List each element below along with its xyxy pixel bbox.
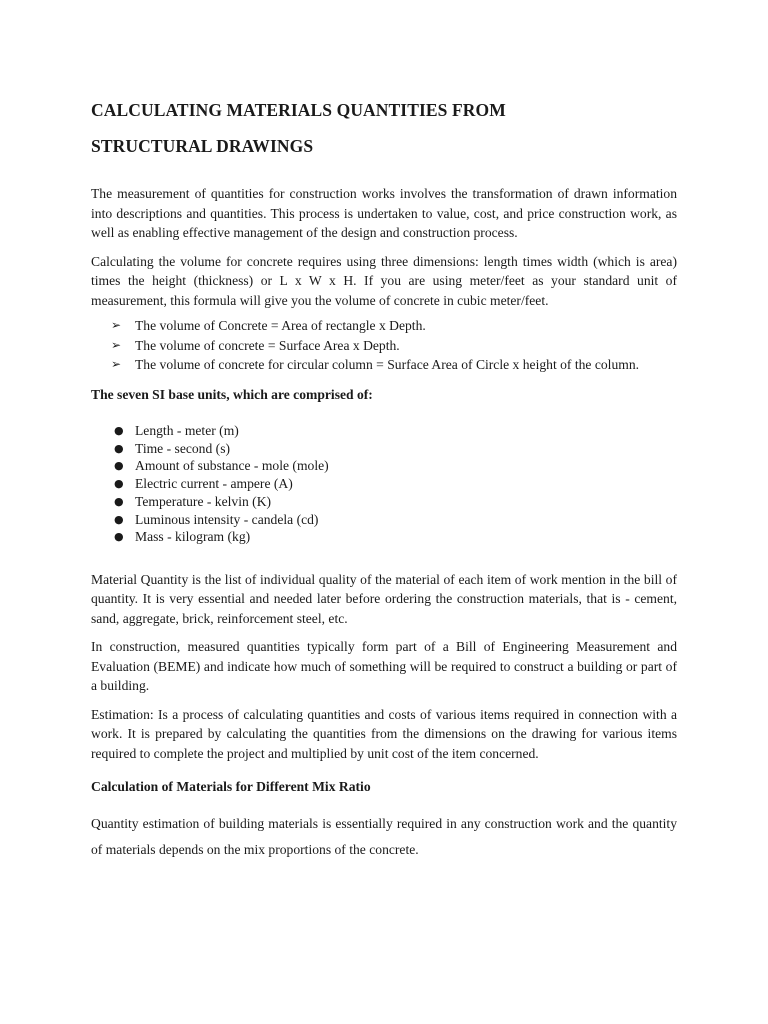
mix-ratio-heading: Calculation of Materials for Different Mix Ratio [91, 779, 371, 795]
arrow-bullet-icon: ➢ [111, 337, 122, 352]
arrow-bullet-icon: ➢ [111, 357, 122, 371]
list-item: ➢ The volume of concrete for circular column = Surface Area of Circle x height of the column. [91, 355, 677, 375]
list-item: ● Temperature - kelvin (K) [114, 493, 272, 509]
si-units-list [91, 422, 677, 546]
list-item: ● Amount of substance - mole (mole) [114, 458, 329, 474]
bullet-icon: ● [114, 512, 124, 526]
arrow-bullet-icon: ➢ [111, 318, 122, 332]
bullet-icon: ● [114, 459, 124, 473]
formula-list [91, 316, 677, 375]
title-line-2: STRUCTURAL DRAWINGS [91, 136, 314, 156]
estimation-paragraph: Estimation: Is a process of calculating quantities and costs of various items required in connection with a work. It is prepared by calculating the quantities from the dimensions on the drawing for various items required to complete the project and multiplied by unit cost of the item concerned. [91, 706, 677, 761]
list-item: ➢ The volume of concrete = Surface Area x Depth. [91, 336, 677, 356]
list-item: ● Mass - kilogram (kg) [114, 529, 251, 545]
bullet-icon: ● [114, 441, 124, 455]
bullet-icon: ● [114, 477, 124, 491]
bullet-icon: ● [114, 530, 124, 544]
document-title [91, 92, 677, 164]
list-item: ● Length - meter (m) [114, 423, 239, 438]
bullet-icon: ● [114, 494, 124, 508]
list-item: ● Luminous intensity - candela (cd) [114, 511, 319, 527]
intro-paragraph: The measurement of quantities for construction works involves the transformation of drawn information into descriptions and quantities. This process is undertaken to value, cost, and price construction work, as well as enabling effective management of the design and construction process. [91, 186, 677, 240]
list-item: ➢ The volume of Concrete = Area of rectangle x Depth. [91, 316, 677, 336]
si-units-heading: The seven SI base units, which are comprised of: [91, 386, 373, 402]
document-body [91, 92, 677, 863]
title-line-1: CALCULATING MATERIALS QUANTITIES FROM [91, 100, 506, 120]
quantity-estimation-paragraph: Quantity estimation of building materials is essentially required in any construction work and the quantity of materials depends on the mix proportions of the concrete. [91, 815, 677, 857]
bullet-icon: ● [114, 424, 124, 437]
beme-paragraph: In construction, measured quantities typically form part of a Bill of Engineering Measurement and Evaluation (BEME) and indicate how much of something will be required to construct a building or part of a building. [91, 639, 677, 694]
volume-paragraph: Calculating the volume for concrete requires using three dimensions: length times width (which is area) times the height (thickness) or L x W x H. If you are using meter/feet as your standard unit of measurement, this formula will give you the volume of concrete in cubic meter/feet. [91, 253, 677, 308]
material-quantity-paragraph: Material Quantity is the list of individual quality of the material of each item of work mention in the bill of quantity. It is very essential and needed later before ordering the construction materials, that is - cement, sand, aggregate, brick, reinforcement steel, etc. [91, 571, 677, 626]
list-item: ● Time - second (s) [114, 440, 231, 456]
list-item: ● Electric current - ampere (A) [114, 476, 293, 492]
